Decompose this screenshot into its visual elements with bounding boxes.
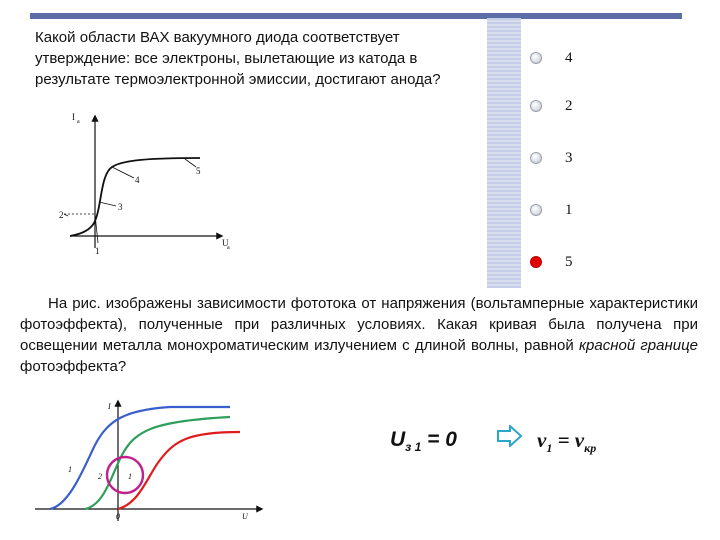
- formula1-rest: = 0: [421, 428, 457, 451]
- region-label-4: 4: [135, 175, 140, 185]
- y-axis-label: I: [108, 402, 111, 411]
- option-label: 3: [565, 149, 573, 166]
- region-label-3: 3: [118, 202, 123, 212]
- answer-option-3[interactable]: [530, 148, 590, 168]
- option-label: 4: [565, 49, 573, 66]
- formula-stopping-voltage: [390, 428, 457, 454]
- curve-label: 1: [68, 465, 72, 474]
- formula-red-boundary: [537, 428, 596, 456]
- curve-label: 2: [98, 472, 102, 481]
- red-curve: [118, 432, 240, 509]
- answer-strip: [487, 18, 521, 288]
- question-2-part1: На рис. изображены зависимости фототока от напряжения (вольтамперные характеристики фотоэффекта), полученные при различных условиях. Какая кривая была получена при освещении металла монохроматическим излучением с длиной волны, равной: [20, 295, 698, 354]
- iv-curve: [70, 158, 200, 236]
- question-2-emphasis: красной границе: [578, 337, 698, 354]
- formula2-sub2: кр: [584, 441, 597, 456]
- formula2-sub1: 1: [546, 441, 553, 456]
- vacuum-diode-iv-figure: [50, 110, 230, 260]
- region-label-5: 5: [196, 166, 201, 176]
- question-2-part2: фотоэффекта?: [20, 358, 127, 375]
- selected-radio-icon[interactable]: [530, 256, 542, 268]
- answer-option-4[interactable]: [530, 48, 590, 68]
- radio-icon[interactable]: [530, 204, 542, 216]
- curve-label: 1: [128, 472, 132, 481]
- formula2-mid: = ν: [552, 428, 585, 452]
- formula2-main: ν: [537, 428, 547, 452]
- radio-icon[interactable]: [530, 100, 542, 112]
- region-label-1: 1: [95, 246, 100, 256]
- question-2-text: [20, 293, 698, 377]
- x-axis-label: U: [242, 512, 248, 521]
- region-label-2: 2: [59, 210, 64, 220]
- answer-option-1[interactable]: [530, 200, 590, 220]
- formula1-main: U: [390, 428, 406, 451]
- x-axis-label: U: [222, 238, 229, 248]
- photoeffect-iv-figure: [30, 395, 270, 525]
- y-axis-label: I: [72, 112, 75, 122]
- radio-icon[interactable]: [530, 152, 542, 164]
- answer-option-2[interactable]: [530, 96, 590, 116]
- y-axis-sub: a: [77, 119, 80, 125]
- origin-label: 0: [116, 512, 120, 521]
- x-axis-sub: a: [227, 245, 230, 251]
- question-1-text: Какой области ВАХ вакуумного диода соответствует утверждение: все электроны, вылетающие из катода в результате термоэлектронной эмиссии, достигают анода?: [35, 29, 441, 88]
- right-arrow-icon: [497, 425, 523, 447]
- answer-option-5[interactable]: [530, 252, 590, 272]
- top-bar: [30, 13, 682, 19]
- option-label: 5: [565, 253, 573, 270]
- option-label: 1: [565, 201, 573, 218]
- option-label: 2: [565, 97, 573, 114]
- formula1-sub: з 1: [405, 440, 422, 455]
- radio-icon[interactable]: [530, 52, 542, 64]
